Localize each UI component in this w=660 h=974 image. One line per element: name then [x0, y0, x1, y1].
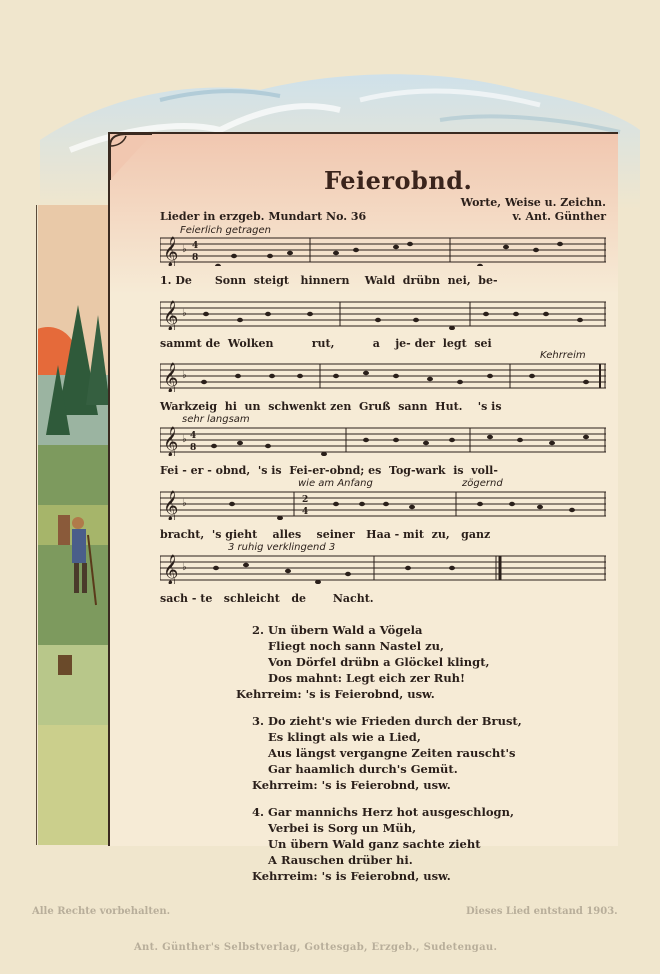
music-staff-2 [160, 300, 606, 330]
svg-text:♭: ♭ [182, 244, 187, 255]
music-staff-5 [160, 490, 606, 520]
music-staff-1 [160, 236, 606, 266]
svg-text:♭: ♭ [182, 434, 187, 445]
verse-4 [252, 804, 522, 884]
svg-text:2: 2 [302, 495, 309, 505]
credit-line-1: Worte, Weise u. Zeichn. [460, 196, 606, 209]
verses-block [236, 622, 522, 895]
music-staff-3 [160, 362, 606, 392]
credit-line-2: v. Ant. Günther [512, 210, 606, 223]
svg-text:8: 8 [190, 443, 197, 453]
verse-line: Dos mahnt: Legt eich zer Ruh! [252, 671, 466, 685]
verse-line: 2. Un übern Wald a Vögela [252, 623, 423, 637]
hiker-landscape-illustration [38, 205, 110, 845]
lyric-line-5: bracht, 's gieht alles seiner Haa - mit zu, ganz [160, 528, 491, 541]
refrain-line: Kehrreim: 's is Feierobnd, usw. [236, 687, 435, 701]
refrain-line: Kehrreim: 's is Feierobnd, usw. [252, 869, 451, 883]
tempo-marking-slow: sehr langsam [182, 414, 250, 425]
svg-text:♭: ♭ [182, 562, 187, 573]
verse-2 [236, 622, 522, 702]
svg-text:♭: ♭ [182, 308, 187, 319]
verse-line: Fliegt noch sann Nastel zu, [252, 639, 444, 653]
verse-line: 4. Gar mannichs Herz hot ausgeschlogn, [252, 805, 514, 819]
svg-text:𝄞: 𝄞 [163, 237, 179, 266]
verse-line: 3. Do zieht's wie Frieden durch der Brust, [252, 714, 522, 728]
verse-line: Aus längst vergangne Zeiten rauscht's [252, 746, 516, 760]
origin-year-note: Dieses Lied entstand 1903. [466, 906, 618, 917]
svg-text:4: 4 [302, 507, 309, 517]
verse-line: Un übern Wald ganz sachte zieht [252, 837, 481, 851]
refrain-line: Kehrreim: 's is Feierobnd, usw. [252, 778, 451, 792]
music-staff-4 [160, 426, 606, 456]
svg-text:4: 4 [190, 431, 197, 441]
author-credit [456, 196, 606, 224]
tempo-marking-resume: wie am Anfang [298, 478, 373, 489]
lyric-line-4: Fei - er - obnd, 's is Fei-er-obnd; es Tog-wark is voll- [160, 464, 498, 477]
lyric-line-6: sach - te schleicht de Nacht. [160, 592, 374, 605]
svg-text:8: 8 [192, 253, 199, 263]
refrain-marking: Kehrreim [540, 350, 586, 361]
svg-text:𝄞: 𝄞 [163, 363, 179, 392]
tempo-marking-end: 3 ruhig verklingend 3 [228, 542, 336, 553]
svg-text:𝄞: 𝄞 [163, 491, 179, 520]
lyric-line-3: Warkzeig hi un schwenkt zen Gruß sann Hut. 's is [160, 400, 502, 413]
svg-text:𝄞: 𝄞 [163, 427, 179, 456]
tempo-marking-hesitant: zögernd [462, 478, 503, 489]
verse-line: Von Dörfel drübn a Glöckel klingt, [252, 655, 490, 669]
verse-line: Es klingt als wie a Lied, [252, 730, 421, 744]
lyric-line-2: sammt de Wolken rut, a je- der legt sei [160, 337, 492, 350]
page-curl-decoration [108, 132, 154, 182]
verse-line: Gar haamlich durch's Gemüt. [252, 762, 458, 776]
lyric-line-1: 1. De Sonn steigt hinnern Wald drübn nei, be- [160, 274, 498, 287]
series-label: Lieder in erzgeb. Mundart No. 36 [160, 210, 367, 223]
tempo-marking: Feierlich getragen [180, 225, 272, 236]
verse-line: A Rauschen drüber hi. [252, 853, 413, 867]
svg-text:𝄞: 𝄞 [163, 555, 179, 584]
svg-text:♭: ♭ [182, 370, 187, 381]
rights-notice: Alle Rechte vorbehalten. [32, 906, 171, 917]
verse-3 [252, 713, 522, 793]
svg-text:♭: ♭ [182, 498, 187, 509]
publisher-line: Ant. Günther's Selbstverlag, Gottesgab, Erzgeb., Sudetengau. [134, 942, 498, 953]
verse-line: Verbei is Sorg un Müh, [252, 821, 417, 835]
music-staff-6 [160, 554, 606, 584]
strip-border [36, 205, 37, 845]
song-title: Feierobnd. [324, 166, 473, 195]
svg-text:4: 4 [192, 241, 199, 251]
svg-text:𝄞: 𝄞 [163, 301, 179, 330]
